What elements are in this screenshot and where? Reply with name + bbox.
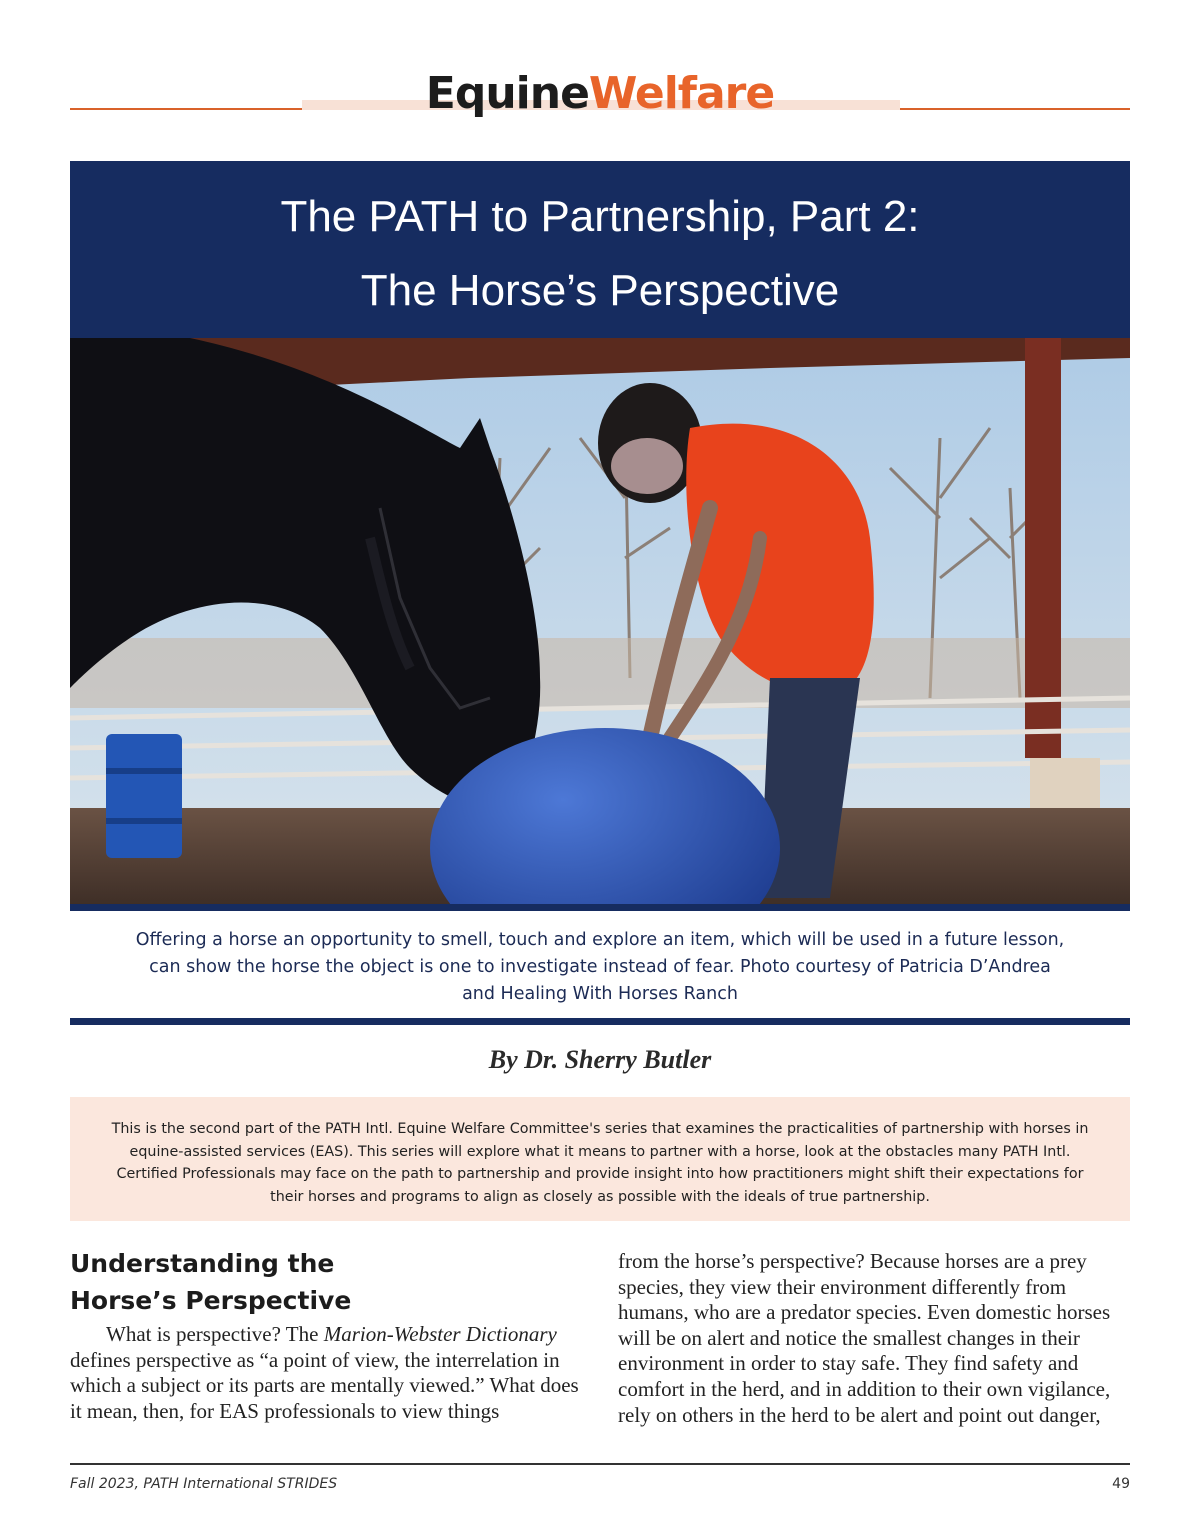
article-title-line2: The Horse’s Perspective: [360, 266, 840, 315]
subheading: [70, 1245, 580, 1319]
paragraph-1-rest: defines perspective as “a point of view, the interrelation in which a subject or its parts are mentally viewed.” What does it mean, then, for EAS professionals to view things: [70, 1347, 579, 1423]
paragraph-1-start: What is perspective? The: [106, 1322, 324, 1346]
article-title-line1: The PATH to Partnership, Part 2:: [280, 192, 920, 241]
byline: By Dr. Sherry Butler: [488, 1045, 712, 1074]
section-header: [70, 62, 1130, 122]
page-number: 49: [1112, 1476, 1130, 1492]
article-photo: [70, 338, 1130, 904]
paragraph-1: [70, 1322, 580, 1424]
photo-underline: [70, 904, 1130, 911]
paragraph-2: from the horse’s perspective? Because horses are a prey species, they view their environment differently from humans, who are a predator species. Even domestic horses will be on alert and notice the smallest changes in their environment in order to stay safe. They find safety and comfort in the herd, and in addition to their own vigilance, rely on others in the herd to be alert and point out danger,: [618, 1249, 1111, 1427]
intro-text: This is the second part of the PATH Intl. Equine Welfare Committee's series that examines the practicalities of partnership with horses in equine-assisted services (EAS). This series will explore what it means to partner with a horse, look at the obstacles many PATH Intl. Certified Professionals may face on the path to partnership and provide insight into how practitioners might shift their expectations for their horses and programs to align as closely as possible with the ideals of true partnership.: [111, 1121, 1089, 1205]
intro-box: [70, 1097, 1130, 1221]
section-title-word1: Equine: [425, 68, 589, 119]
section-title-word2: Welfare: [588, 68, 775, 119]
column-left: [70, 1245, 580, 1424]
footer-issue: Fall 2023, PATH International STRIDES: [70, 1476, 338, 1492]
photo-caption: Offering a horse an opportunity to smell, touch and explore an item, which will be used in a future lesson, can show the horse the object is one to investigate instead of fear. Photo courtesy of Patricia D’Andrea and Healing With Horses Ranch: [135, 930, 1065, 1004]
article-title-block: [70, 161, 1130, 338]
subheading-line2: Horse’s Perspective: [70, 1286, 352, 1315]
column-right: [618, 1249, 1130, 1428]
dictionary-title: Marion-Webster Dictionary: [323, 1322, 557, 1346]
section-title: [70, 66, 1130, 122]
footer-rule: [70, 1463, 1130, 1465]
subheading-line1: Understanding the: [70, 1249, 335, 1278]
caption-rule: [70, 1018, 1130, 1025]
